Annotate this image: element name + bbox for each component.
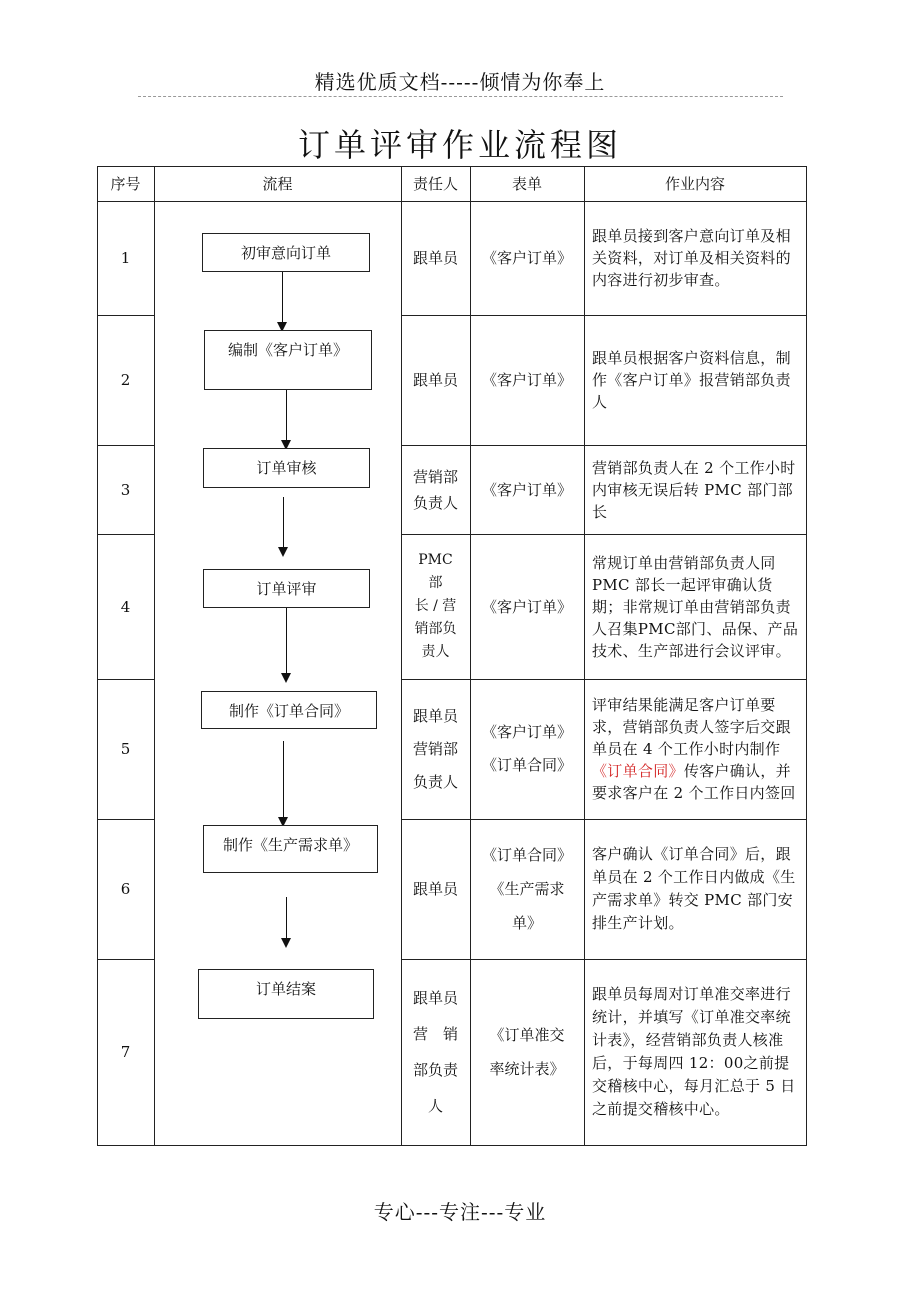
row-form: 《客户订单》 bbox=[481, 371, 572, 389]
row-content: 跟单员根据客户资料信息，制作《客户订单》报营销部负责人 bbox=[592, 349, 791, 411]
row-seq: 5 bbox=[120, 740, 131, 758]
row-seq: 4 bbox=[120, 597, 131, 616]
row-form: 《客户订单》 《订单合同》 bbox=[481, 723, 572, 774]
page-title: 订单评审作业流程图 bbox=[297, 126, 622, 164]
column-header-form: 表单 bbox=[511, 174, 542, 193]
row-form: 《客户订单》 bbox=[481, 249, 572, 267]
row-form: 《客户订单》 bbox=[481, 597, 572, 616]
flow-step-make-contract: 制作《订单合同》 bbox=[201, 691, 377, 729]
arrow-down-icon bbox=[286, 897, 287, 946]
row-seq: 7 bbox=[120, 1043, 131, 1061]
column-header-resp: 责任人 bbox=[412, 174, 458, 193]
arrow-down-icon bbox=[286, 608, 287, 681]
row-form: 《订单合同》 《生产需求 单》 bbox=[481, 846, 572, 932]
row-responsible: 营销部 负责人 bbox=[412, 467, 458, 512]
column-header-seq: 序号 bbox=[110, 174, 141, 193]
row-content: 跟单员接到客户意向订单及相关资料，对订单及相关资料的内容进行初步审查。 bbox=[592, 227, 791, 289]
flow-step-make-production-request: 制作《生产需求单》 bbox=[203, 825, 378, 873]
row-responsible: 跟单员 bbox=[412, 371, 458, 389]
row-form: 《订单准交 率统计表》 bbox=[489, 1026, 565, 1078]
row-responsible: 跟单员 营 销 部负责 人 bbox=[412, 989, 458, 1115]
flow-step-order-review: 订单评审 bbox=[203, 569, 370, 608]
row-content: 评审结果能满足客户订单要求，营销部负责人签字后交跟单员在 4 个工作小时内制作《订单合同》传客户确认，并要求客户在 2 个工作日内签回 bbox=[592, 696, 796, 802]
column-header-flow: 流程 bbox=[262, 174, 293, 193]
row-content: 常规订单由营销部负责人同PMC 部长一起评审确认货期；非常规订单由营销部负责人召集PMC部门、品保、产品技术、生产部进行会议评审。 bbox=[592, 553, 799, 660]
flow-step-initial-review: 初审意向订单 bbox=[202, 233, 370, 272]
row-content: 跟单员每周对订单准交率进行统计，并填写《订单准交率统计表》，经营销部负责人核准后，于每周四 12：00之前提交稽核中心，每月汇总于 5 日之前提交稽核中心。 bbox=[592, 985, 796, 1118]
flowchart bbox=[155, 201, 401, 1146]
row-seq: 2 bbox=[120, 371, 131, 389]
row-content: 客户确认《订单合同》后，跟单员在 2 个工作日内做成《生产需求单》转交 PMC 部门安排生产计划。 bbox=[592, 845, 796, 932]
row-responsible: 跟单员 营销部 负责人 bbox=[412, 706, 458, 791]
page-footer: 专心---专注---专业 bbox=[373, 1200, 547, 1224]
row-responsible: 跟单员 bbox=[412, 249, 458, 267]
header-divider bbox=[138, 96, 783, 97]
column-header-content: 作业内容 bbox=[664, 174, 725, 193]
arrow-down-icon bbox=[283, 741, 284, 825]
arrow-down-icon bbox=[282, 272, 283, 330]
flow-step-prepare-order: 编制《客户订单》 bbox=[204, 330, 372, 390]
page-header: 精选优质文档-----倾情为你奉上 bbox=[314, 70, 606, 94]
row-responsible: PMC 部 长 / 营 销部负 责人 bbox=[414, 552, 467, 660]
row-content: 营销部负责人在 2 个工作小时内审核无误后转 PMC 部门部长 bbox=[592, 458, 796, 521]
row-form: 《客户订单》 bbox=[481, 480, 572, 499]
row-seq: 1 bbox=[120, 249, 131, 267]
arrow-down-icon bbox=[283, 497, 284, 555]
flow-step-order-audit: 订单审核 bbox=[203, 448, 370, 488]
row-seq: 3 bbox=[120, 480, 131, 499]
row-responsible: 跟单员 bbox=[412, 880, 458, 898]
flow-step-order-close: 订单结案 bbox=[198, 969, 374, 1019]
row-seq: 6 bbox=[120, 880, 131, 898]
highlighted-form-name: 《订单合同》 bbox=[592, 762, 684, 780]
arrow-down-icon bbox=[286, 390, 287, 448]
